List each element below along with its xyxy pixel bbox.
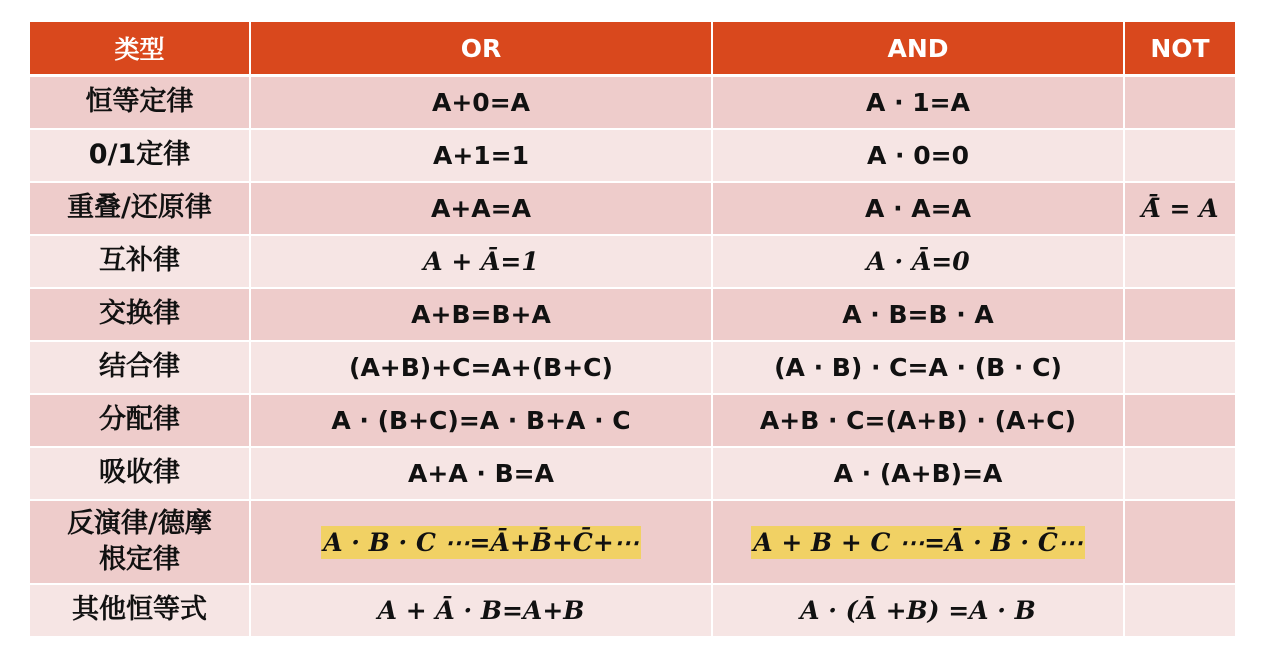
- row-or: A + Ā=1: [250, 235, 712, 288]
- row-and: A · 0=0: [712, 129, 1124, 182]
- row-or: (A+B)+C=A+(B+C): [250, 341, 712, 394]
- row-not: [1124, 394, 1236, 447]
- row-or: A+A=A: [250, 182, 712, 235]
- row-or: A+B=B+A: [250, 288, 712, 341]
- header-and: AND: [712, 22, 1124, 76]
- row-type: 其他恒等式: [30, 584, 250, 637]
- table-header-row: [30, 22, 1236, 76]
- row-not: [1124, 584, 1236, 637]
- row-type: 0/1定律: [30, 129, 250, 182]
- row-not: Ā̄ = A: [1124, 182, 1236, 235]
- logic-laws-table-container: [30, 22, 1236, 638]
- row-and-highlight: A + B + C ⋯=Ā · B̄ · C̄⋯: [753, 527, 1083, 557]
- row-not: [1124, 235, 1236, 288]
- row-type: 交换律: [30, 288, 250, 341]
- row-or: A+1=1: [250, 129, 712, 182]
- row-and: A+B · C=(A+B) · (A+C): [712, 394, 1124, 447]
- row-and: A · B=B · A: [712, 288, 1124, 341]
- logic-laws-table: [30, 22, 1237, 638]
- table-row: [30, 76, 1236, 130]
- row-or: A + Ā · B=A+B: [250, 584, 712, 637]
- row-type: 重叠/还原律: [30, 182, 250, 235]
- row-and: A · Ā=0: [712, 235, 1124, 288]
- row-or: A+A · B=A: [250, 447, 712, 500]
- row-not: [1124, 341, 1236, 394]
- row-not: [1124, 76, 1236, 130]
- row-and: (A · B) · C=A · (B · C): [712, 341, 1124, 394]
- table-row: [30, 341, 1236, 394]
- table-row: [30, 235, 1236, 288]
- row-type-text: 反演律/德摩根定律: [67, 507, 212, 575]
- row-not: [1124, 129, 1236, 182]
- header-type: 类型: [30, 22, 250, 76]
- row-type: [30, 500, 250, 584]
- row-type: 结合律: [30, 341, 250, 394]
- row-or: A+0=A: [250, 76, 712, 130]
- row-or-highlight: A · B · C ⋯=Ā+B̄+C̄+⋯: [323, 527, 639, 557]
- row-type: 分配律: [30, 394, 250, 447]
- row-and: A · A=A: [712, 182, 1124, 235]
- table-row: [30, 500, 1236, 584]
- row-not: [1124, 447, 1236, 500]
- row-and: A · (A+B)=A: [712, 447, 1124, 500]
- table-row: [30, 288, 1236, 341]
- table-row: [30, 129, 1236, 182]
- row-or: A · (B+C)=A · B+A · C: [250, 394, 712, 447]
- row-type: 恒等定律: [30, 76, 250, 130]
- table-row: [30, 584, 1236, 637]
- row-not: [1124, 500, 1236, 584]
- table-row: [30, 182, 1236, 235]
- row-not: [1124, 288, 1236, 341]
- header-or: OR: [250, 22, 712, 76]
- row-type: 吸收律: [30, 447, 250, 500]
- table-row: [30, 447, 1236, 500]
- header-not: NOT: [1124, 22, 1236, 76]
- row-and: A · 1=A: [712, 76, 1124, 130]
- row-or: [250, 500, 712, 584]
- row-and: [712, 500, 1124, 584]
- row-and: A · (Ā +B) =A · B: [712, 584, 1124, 637]
- table-row: [30, 394, 1236, 447]
- row-type: 互补律: [30, 235, 250, 288]
